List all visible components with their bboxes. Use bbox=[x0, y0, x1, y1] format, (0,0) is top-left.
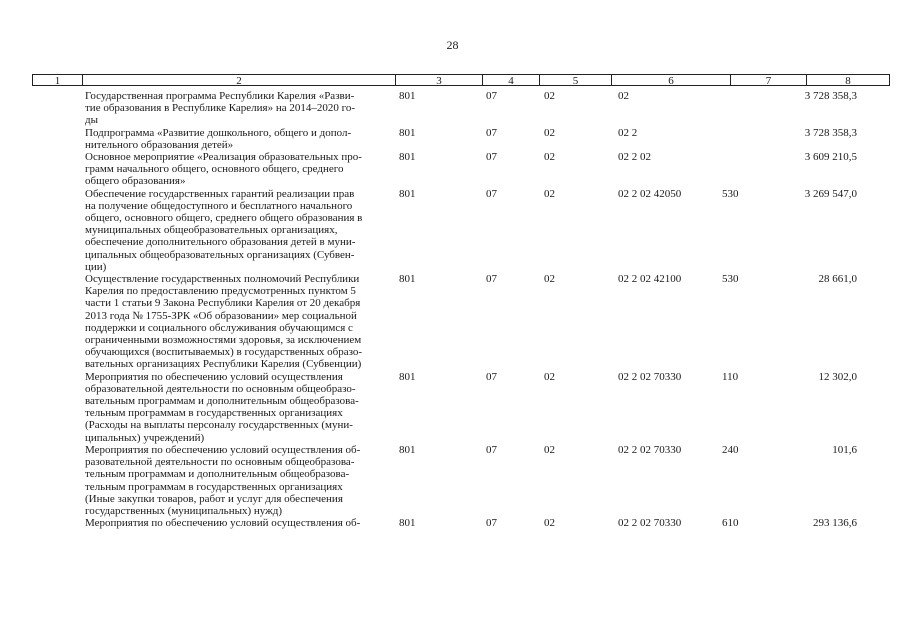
row-code-col5: 02 bbox=[544, 273, 555, 286]
row-description: Государственная программа Республики Карелия «Разви- тие образования в Республике Карелия» на 2014–2020 го- ды bbox=[85, 90, 356, 127]
table-row bbox=[0, 517, 905, 529]
row-code-col3: 801 bbox=[399, 443, 416, 456]
row-code-col7: 610 bbox=[722, 517, 739, 530]
row-amount: 12 302,0 bbox=[818, 370, 857, 383]
row-code-col7: 110 bbox=[722, 370, 739, 383]
row-code-col6: 02 2 02 70330 bbox=[618, 443, 682, 456]
table-row bbox=[0, 444, 905, 517]
row-code-col4: 07 bbox=[486, 370, 497, 383]
row-code-col3: 801 bbox=[399, 273, 416, 286]
header-col-8: 8 bbox=[806, 74, 890, 86]
header-col-2: 2 bbox=[82, 74, 395, 86]
row-code-col4: 07 bbox=[486, 187, 497, 200]
header-col-3: 3 bbox=[395, 74, 482, 86]
row-code-col5: 02 bbox=[544, 517, 555, 530]
row-code-col4: 07 bbox=[486, 443, 497, 456]
row-amount: 3 269 547,0 bbox=[804, 187, 857, 200]
row-amount: 3 728 358,3 bbox=[804, 126, 857, 139]
row-code-col3: 801 bbox=[399, 126, 416, 139]
row-code-col3: 801 bbox=[399, 151, 416, 164]
row-amount: 3 609 210,5 bbox=[804, 151, 857, 164]
row-description: Обеспечение государственных гарантий реализации прав на получение общедоступного и бесплатного начального общего, основного общего, среднего общего образования в муниципальных общеобразовательных организациях, обеспечение дополнительного образования детей в муни- ципальных общеобразовательных организациях (Субвен- ции) bbox=[85, 187, 363, 273]
row-amount: 293 136,6 bbox=[813, 517, 857, 530]
row-code-col7: 240 bbox=[722, 443, 739, 456]
row-description: Подпрограмма «Развитие дошкольного, общего и допол- нительного образования детей» bbox=[85, 126, 352, 151]
row-code-col3: 801 bbox=[399, 187, 416, 200]
table-row bbox=[0, 371, 905, 444]
row-code-col5: 02 bbox=[544, 187, 555, 200]
table-row bbox=[0, 90, 905, 127]
row-code-col3: 801 bbox=[399, 90, 416, 102]
row-code-col3: 801 bbox=[399, 370, 416, 383]
row-code-col6: 02 2 02 bbox=[618, 151, 651, 164]
row-description: Осуществление государственных полномочий Республики Карелия по предоставлению предусмотренных пунктом 5 части 1 статьи 9 Закона Республики Карелия от 20 декабря 2013 года № 1755-ЗРК «Об образовании» мер социальной поддержки и социального обслуживания обучающимся с ограниченными возможностями здоровья, за исключением обучающихся (воспитываемых) в государственных образо- вательных организациях Республики Карелия (Субвенции) bbox=[85, 273, 363, 371]
row-amount: 101,6 bbox=[832, 443, 857, 456]
row-code-col4: 07 bbox=[486, 151, 497, 164]
row-code-col7: 530 bbox=[722, 187, 739, 200]
row-code-col6: 02 2 02 42100 bbox=[618, 273, 682, 286]
table-row bbox=[0, 273, 905, 371]
row-code-col5: 02 bbox=[544, 90, 555, 102]
row-amount: 28 661,0 bbox=[818, 273, 857, 286]
row-code-col4: 07 bbox=[486, 273, 497, 286]
header-col-1: 1 bbox=[32, 74, 82, 86]
header-col-5: 5 bbox=[539, 74, 611, 86]
row-description: Мероприятия по обеспечению условий осуществления образовательной деятельности по основным общеобразо- вательным программам и дополнительным общеобразова- тельным программам в государственных организациях (Расходы на выплаты персоналу государственных (муни- ципальных) учреждений) bbox=[85, 370, 359, 444]
row-code-col7: 530 bbox=[722, 273, 739, 286]
row-description: Основное мероприятие «Реализация образовательных про- грамм начального общего, основного общего, среднего общего образования» bbox=[85, 151, 362, 188]
table-row bbox=[0, 151, 905, 188]
header-col-4: 4 bbox=[482, 74, 539, 86]
row-code-col5: 02 bbox=[544, 443, 555, 456]
row-code-col4: 07 bbox=[486, 517, 497, 530]
row-code-col5: 02 bbox=[544, 370, 555, 383]
table-row bbox=[0, 127, 905, 151]
row-description: Мероприятия по обеспечению условий осуществления об- bbox=[85, 517, 361, 530]
row-code-col6: 02 bbox=[618, 90, 629, 102]
row-code-col3: 801 bbox=[399, 517, 416, 530]
table-body bbox=[0, 90, 905, 529]
row-code-col4: 07 bbox=[486, 90, 497, 102]
row-code-col6: 02 2 02 70330 bbox=[618, 370, 682, 383]
row-amount: 3 728 358,3 bbox=[804, 90, 857, 102]
header-col-6: 6 bbox=[611, 74, 730, 86]
row-description: Мероприятия по обеспечению условий осуществления об- разовательной деятельности по основным общеобразова- тельным программам и дополнительным общеобразова- тельным программам в государственных организациях (Иные закупки товаров, работ и услуг для обеспечения государственных (муниципальных) нужд) bbox=[85, 443, 361, 517]
row-code-col6: 02 2 02 70330 bbox=[618, 517, 682, 530]
header-col-7: 7 bbox=[730, 74, 806, 86]
row-code-col4: 07 bbox=[486, 126, 497, 139]
row-code-col6: 02 2 bbox=[618, 126, 638, 139]
page-number: 28 bbox=[446, 38, 459, 52]
row-code-col5: 02 bbox=[544, 126, 555, 139]
table-row bbox=[0, 188, 905, 273]
row-code-col6: 02 2 02 42050 bbox=[618, 187, 682, 200]
row-code-col5: 02 bbox=[544, 151, 555, 164]
